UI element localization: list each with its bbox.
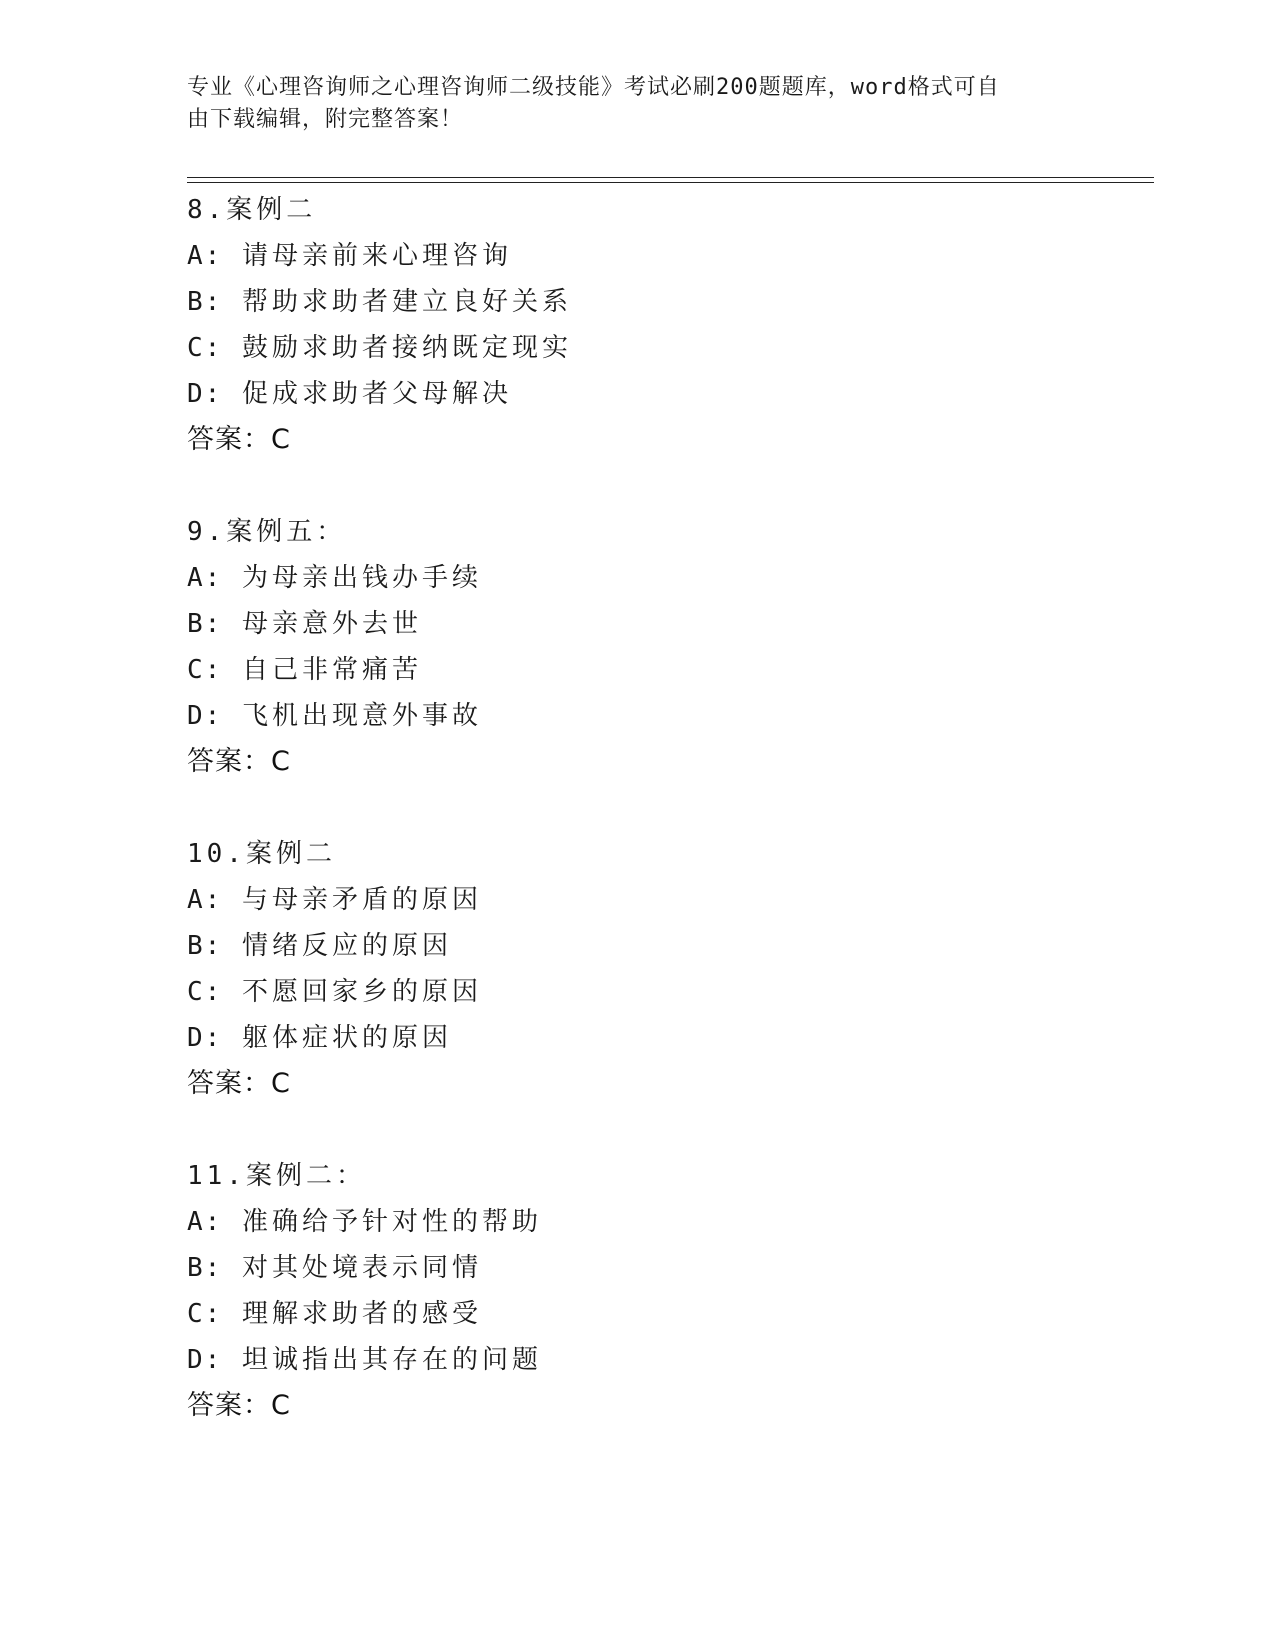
answer-text: 答案：C [187,746,291,777]
option-text: 理解求助者的感受 [241,1299,482,1329]
option-text: 促成求助者父母解决 [241,379,512,409]
option-a [187,877,1147,923]
option-text: 自己非常痛苦 [241,655,422,685]
option-text: 请母亲前来心理咨询 [241,241,512,271]
option-text: 与母亲矛盾的原因 [241,885,482,915]
option-letter: C: [187,977,223,1007]
option-a [187,1199,1147,1245]
question-title: 10.案例二 [187,839,336,869]
question-title: 11.案例二： [187,1161,366,1191]
header-divider-top [187,177,1154,178]
option-letter: D: [187,379,223,409]
option-d [187,1337,1147,1383]
option-d [187,693,1147,739]
option-text: 准确给予针对性的帮助 [241,1207,542,1237]
option-c [187,647,1147,693]
option-text: 为母亲出钱办手续 [241,563,482,593]
option-letter: D: [187,1345,223,1375]
option-letter: A: [187,563,223,593]
option-letter: C: [187,1299,223,1329]
option-letter: B: [187,287,223,317]
question-title: 9.案例五： [187,517,347,547]
option-d [187,371,1147,417]
option-letter: B: [187,1253,223,1283]
option-text: 帮助求助者建立良好关系 [241,287,572,317]
option-text: 鼓励求助者接纳既定现实 [241,333,572,363]
option-c [187,1291,1147,1337]
option-letter: B: [187,609,223,639]
header-line-2: 由下载编辑，附完整答案！ [187,107,464,132]
question-9 [187,509,1147,785]
option-text: 躯体症状的原因 [241,1023,452,1053]
option-d [187,1015,1147,1061]
question-11 [187,1153,1147,1429]
question-8 [187,187,1147,463]
option-text: 不愿回家乡的原因 [241,977,482,1007]
question-title: 8.案例二 [187,195,317,225]
option-text: 飞机出现意外事故 [241,701,482,731]
option-letter: B: [187,931,223,961]
option-letter: C: [187,333,223,363]
option-c [187,325,1147,371]
option-letter: C: [187,655,223,685]
option-letter: A: [187,1207,223,1237]
option-b [187,923,1147,969]
option-a [187,233,1147,279]
option-text: 坦诚指出其存在的问题 [241,1345,542,1375]
option-b [187,279,1147,325]
option-text: 对其处境表示同情 [241,1253,482,1283]
answer-text: 答案：C [187,424,291,455]
question-list [187,187,1147,1475]
question-10 [187,831,1147,1107]
header-divider-bottom [187,182,1154,183]
option-text: 情绪反应的原因 [241,931,452,961]
answer-text: 答案：C [187,1068,291,1099]
document-header [187,72,1067,136]
option-b [187,601,1147,647]
answer-text: 答案：C [187,1390,291,1421]
option-letter: A: [187,241,223,271]
option-letter: D: [187,1023,223,1053]
header-line-1: 专业《心理咨询师之心理咨询师二级技能》考试必刷200题题库，word格式可自 [187,75,1000,100]
option-c [187,969,1147,1015]
option-a [187,555,1147,601]
option-b [187,1245,1147,1291]
option-text: 母亲意外去世 [241,609,422,639]
option-letter: A: [187,885,223,915]
option-letter: D: [187,701,223,731]
